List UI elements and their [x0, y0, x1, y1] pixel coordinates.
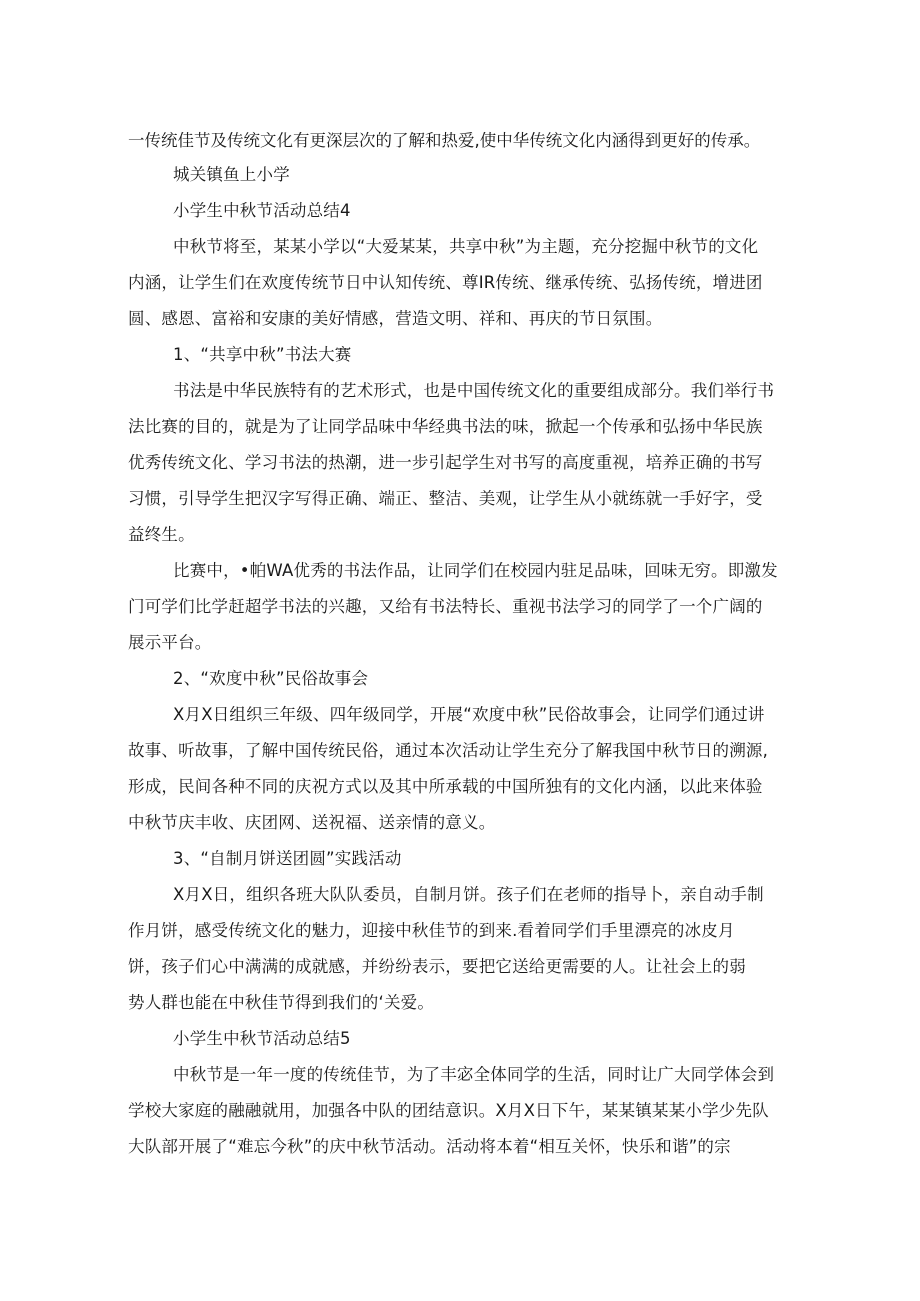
- paragraph-line: 形成，民间各种不同的庆祝方式以及其中所承载的中国所独有的文化内涵，以此来体验: [128, 777, 763, 796]
- paragraph-line: 大队部开展了“难忘今秋”的庆中秋节活动。活动将本着“相互关怀，快乐和谐”的宗: [128, 1137, 731, 1156]
- paragraph-line: 作月饼，感受传统文化的魅力，迎接中秋佳节的到来.看着同学们手里漂亮的冰皮月: [128, 921, 735, 940]
- paragraph-line: 故事、听故事，了解中国传统民俗，通过本次活动让学生充分了解我国中秋节日的溯源,: [128, 741, 769, 760]
- paragraph-line: 展示平台。: [128, 633, 212, 652]
- paragraph-line: 门可学们比学赶超学书法的兴趣，又给有书法特长、重视书法学习的同学了一个广阔的: [128, 597, 763, 616]
- subsection-heading: 2、“欢度中秋”民俗故事会: [173, 669, 369, 688]
- paragraph-line: 优秀传统文化、学习书法的热潮，进一步引起学生对书写的高度重视，培养正确的书写: [128, 453, 763, 472]
- paragraph-line: X月X日组织三年级、四年级同学，开展“欢度中秋”民俗故事会，让同学们通过讲: [173, 705, 765, 724]
- paragraph-line: 一传统佳节及传统文化有更深层次的了解和热爱,使中华传统文化内涵得到更好的传承。: [128, 131, 761, 150]
- paragraph-line: 中秋节将至，某某小学以“大爱某某，共享中秋”为主题，充分挖掘中秋节的文化: [173, 237, 759, 256]
- paragraph-line: 学校大家庭的融融就用，加强各中队的团结意识。X月X日下午，某某镇某某小学少先队: [128, 1101, 769, 1120]
- paragraph-line: 习惯，引导学生把汉字写得正确、端正、整洁、美观，让学生从小就练就一手好字，受: [128, 489, 763, 508]
- subsection-heading: 1、“共享中秋”书法大赛: [173, 345, 352, 364]
- paragraph-line: 饼，孩子们心中满满的成就感，并纷纷表示，要把它送给更需要的人。让社会上的弱: [128, 957, 746, 976]
- paragraph-line: 中秋节是一年一度的传统佳节，为了丰宓全体同学的生活，同时让广大同学体会到: [173, 1065, 775, 1084]
- paragraph-line: 比赛中，•帕WA优秀的书法作品，让同学们在校园内驻足品味，回味无穷。即激发: [173, 561, 778, 580]
- paragraph-line: 圆、感恩、富裕和安康的美好情感，营造文明、祥和、再庆的节日氛围。: [128, 309, 663, 328]
- paragraph-line: 内涵，让学生们在欢度传统节日中认知传统、尊IR传统、继承传统、弘扬传统，增进团: [128, 273, 763, 292]
- section-heading: 小学生中秋节活动总结4: [173, 201, 351, 220]
- paragraph-line: 书法是中华民族特有的艺术形式，也是中国传统文化的重要组成部分。我们举行书: [173, 381, 775, 400]
- paragraph-line: 中秋节庆丰收、庆团网、送祝福、送亲情的意义。: [128, 813, 496, 832]
- paragraph-line: 势人群也能在中秋佳节得到我们的‘关爱。: [128, 993, 435, 1012]
- school-signature: 城关镇鱼上小学: [173, 165, 290, 184]
- paragraph-line: X月X日，组织各班大队队委员，自制月饼。孩子们在老师的指导卜，亲自动手制: [173, 885, 764, 904]
- paragraph-line: 益终生。: [128, 525, 195, 544]
- paragraph-line: 法比赛的目的，就是为了让同学品味中华经典书法的味，掀起一个传承和弘扬中华民族: [128, 417, 763, 436]
- section-heading: 小学生中秋节活动总结5: [173, 1029, 351, 1048]
- subsection-heading: 3、“自制月饼送团圆”实践活动: [173, 849, 402, 868]
